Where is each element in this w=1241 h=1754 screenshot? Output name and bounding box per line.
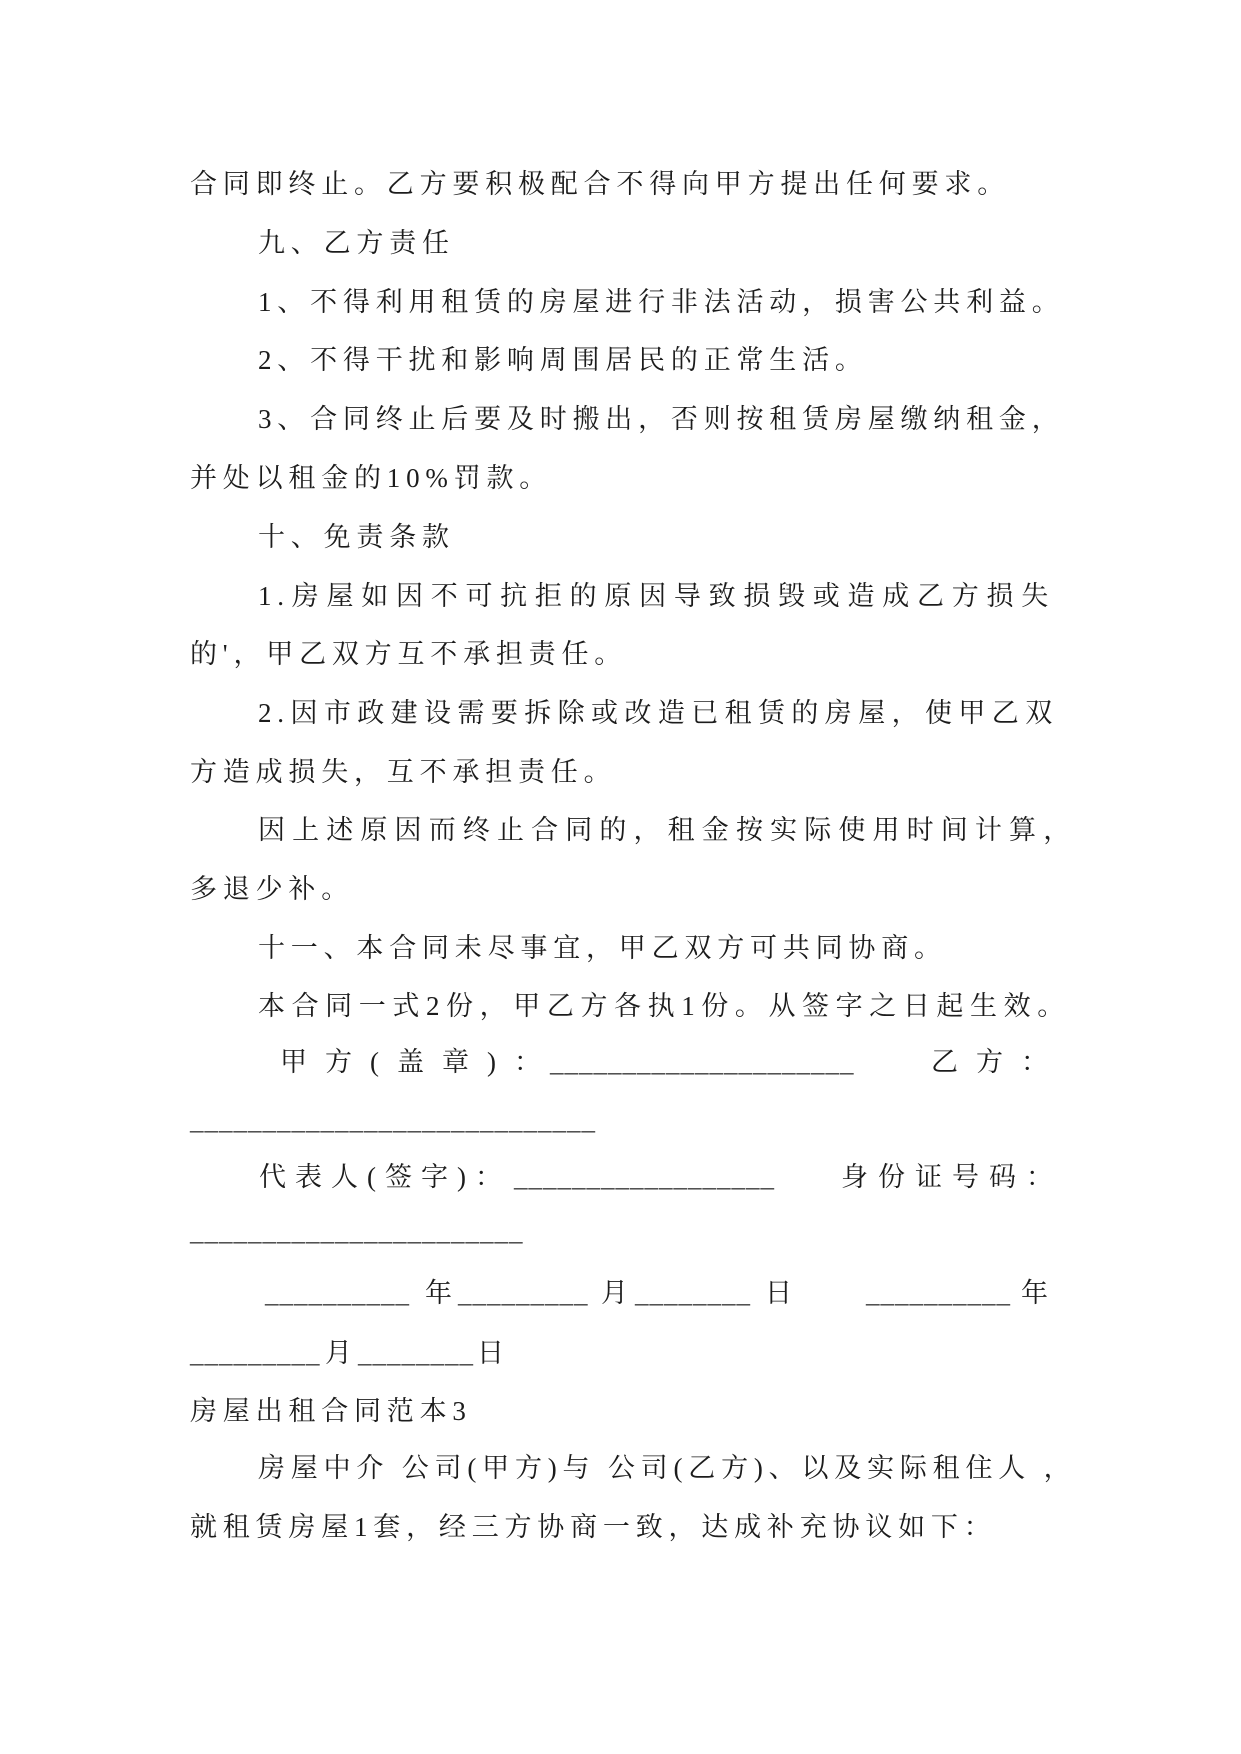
- date-a-year-label: 年: [425, 1278, 452, 1308]
- paragraph-line: 房屋中介 公司(甲方)与 公司(乙方)、以及实际租住人 ，: [258, 1453, 1077, 1483]
- date-b-year-label: 年: [1021, 1278, 1048, 1308]
- id-number-blank-field: _______________________: [190, 1216, 524, 1246]
- date-a-day-blank: ________: [635, 1278, 751, 1308]
- representative-blank-field: __________________: [514, 1162, 775, 1192]
- section-heading: 十、免责条款: [258, 522, 455, 552]
- paragraph-line: 因上述原因而终止合同的，租金按实际使用时间计算，: [258, 815, 1076, 845]
- representative-label: 代表人(签字)：: [259, 1162, 511, 1192]
- paragraph-line: 多退少补。: [190, 874, 354, 904]
- clause-item: 1.房屋如因不可抗拒的原因导致损毁或造成乙方损失: [258, 581, 1054, 611]
- date-a-month-blank: _________: [458, 1278, 589, 1308]
- copies-clause: 本合同一式2份，甲乙方各执1份。从签字之日起生效。: [258, 991, 1070, 1021]
- id-number-label: 身份证号码：: [841, 1162, 1063, 1192]
- paragraph-line: 就租赁房屋1套，经三方协商一致，达成补充协议如下：: [190, 1512, 997, 1542]
- clause-item-continuation: 方造成损失，互不承担责任。: [190, 757, 617, 787]
- party-b-label: 乙方：: [931, 1047, 1066, 1077]
- date-b-day-blank: ________: [358, 1338, 474, 1368]
- paragraph-line: 合同即终止。乙方要积极配合不得向甲方提出任何要求。: [190, 169, 1010, 199]
- clause-item: 3、合同终止后要及时搬出，否则按租赁房屋缴纳租金，: [258, 404, 1065, 434]
- party-a-blank-field: _____________________: [550, 1047, 855, 1077]
- date-b-month-blank: _________: [190, 1338, 321, 1368]
- date-b-month-label: 月: [325, 1338, 352, 1368]
- section-heading: 十一、本合同未尽事宜，甲乙双方可共同协商。: [258, 933, 947, 963]
- clause-item: 2.因市政建设需要拆除或改造已租赁的房屋，使甲乙双: [258, 698, 1058, 728]
- clause-item-continuation: 并处以租金的10%罚款。: [190, 463, 553, 493]
- date-a-year-blank: __________: [265, 1278, 410, 1308]
- date-b-day-label: 日: [477, 1338, 504, 1368]
- party-a-label: 甲方(盖章)：: [280, 1047, 559, 1077]
- date-a-day-label: 日: [765, 1278, 792, 1308]
- document-title: 房屋出租合同范本3: [190, 1396, 472, 1426]
- clause-item: 2、不得干扰和影响周围居民的正常生活。: [258, 345, 868, 375]
- clause-item-continuation: 的'，甲乙双方互不承担责任。: [190, 639, 628, 669]
- date-b-year-blank: __________: [866, 1278, 1011, 1308]
- date-a-month-label: 月: [601, 1278, 628, 1308]
- party-b-blank-field: ____________________________: [190, 1105, 596, 1135]
- section-heading: 九、乙方责任: [258, 228, 455, 258]
- clause-item: 1、不得利用租赁的房屋进行非法活动，损害公共利益。: [258, 287, 1065, 317]
